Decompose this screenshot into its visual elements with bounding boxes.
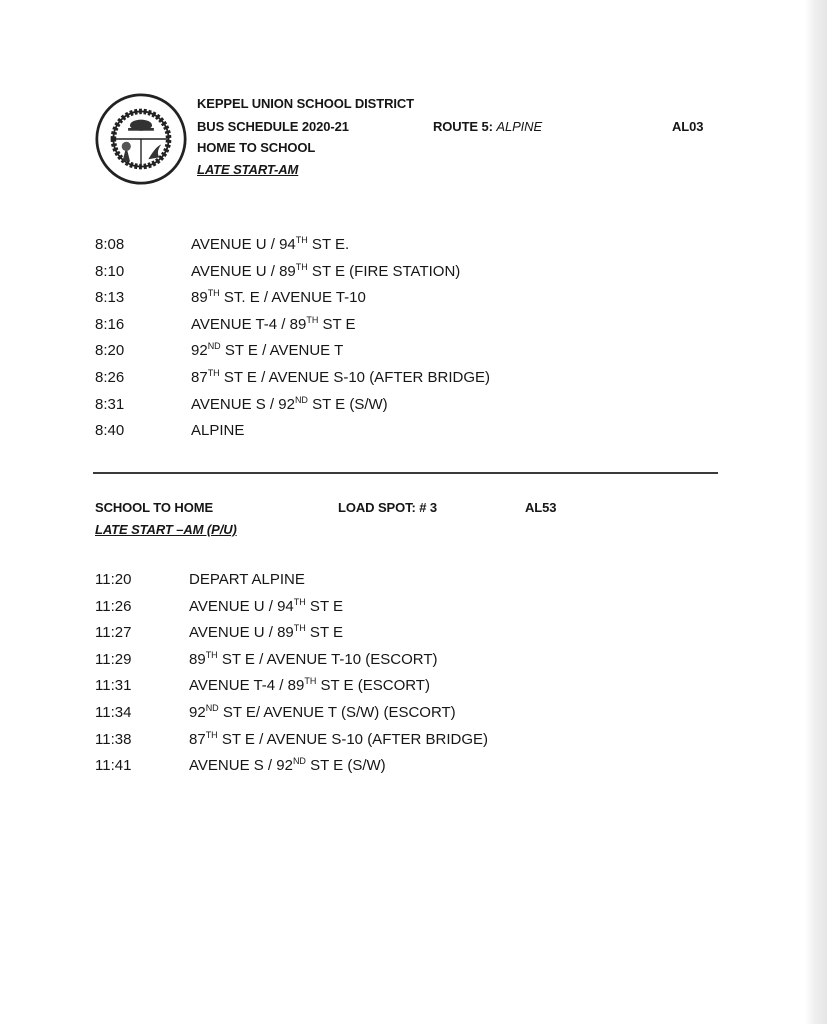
direction-label: HOME TO SCHOOL [197, 140, 316, 155]
stop-location [191, 236, 349, 254]
stop-time: 11:34 [95, 704, 132, 721]
ordinal-suffix: TH [205, 649, 218, 660]
stop-location-text: 87 [189, 730, 206, 748]
stop-time: 8:40 [95, 422, 125, 440]
stop-location [189, 731, 488, 749]
stop-location-text: ST E / AVENUE S-10 (AFTER BRIDGE) [219, 369, 491, 386]
stop-location-text: ST E [305, 597, 344, 615]
stop-location-text: AVENUE U / 94 [189, 597, 294, 615]
stop-time: 11:26 [95, 597, 132, 615]
route-label: ROUTE 5: [433, 119, 493, 134]
stop-location-text: ST E [318, 315, 356, 333]
stop-location-text: 89 [191, 289, 208, 307]
route-info [433, 119, 542, 134]
stop-location-text: AVENUE U / 94 [191, 236, 296, 253]
stop-location-text: AVENUE T-4 / 89 [189, 677, 305, 695]
stop-location-text: AVENUE U / 89 [189, 624, 294, 642]
stop-time: 11:20 [95, 571, 132, 588]
stop-location [189, 624, 343, 642]
stop-time: 11:31 [95, 677, 132, 695]
stop-location-text: AVENUE S / 92 [189, 757, 293, 775]
stop-location [189, 677, 430, 695]
school-to-home-session: LATE START –AM (P/U) [95, 522, 237, 537]
ordinal-suffix: TH [207, 368, 220, 378]
stop-location [189, 651, 437, 669]
schedule-title: BUS SCHEDULE 2020-21 [197, 119, 349, 134]
ordinal-suffix: TH [295, 235, 308, 245]
stop-location-text: ST E (ESCORT) [316, 677, 430, 695]
stop-location-text: DEPART ALPINE [189, 571, 305, 588]
stop-location-text: ST E. [307, 236, 350, 253]
school-to-home-title: SCHOOL TO HOME [95, 500, 214, 515]
load-spot: LOAD SPOT: # 3 [338, 500, 438, 515]
ordinal-suffix: TH [205, 729, 218, 740]
stop-time: 8:10 [95, 262, 125, 280]
stop-location [191, 289, 366, 307]
ordinal-suffix: ND [294, 394, 308, 405]
ordinal-suffix: TH [306, 314, 319, 325]
ordinal-suffix: TH [293, 623, 306, 634]
stop-location-text: ST E (S/W) [307, 395, 388, 413]
stop-location [189, 598, 343, 616]
route-name: ALPINE [496, 119, 543, 134]
stop-location-text: 92 [189, 704, 206, 721]
stop-location [191, 369, 490, 387]
district-seal-logo [95, 93, 187, 185]
stop-location [191, 396, 388, 414]
stop-time: 8:16 [95, 315, 125, 333]
page-edge-shadow [805, 0, 827, 1024]
stop-location-text: 89 [189, 650, 206, 668]
stop-time: 11:41 [95, 757, 132, 775]
stop-location-text: ST E / AVENUE S-10 (AFTER BRIDGE) [217, 730, 489, 748]
stop-location-text: 87 [191, 369, 208, 386]
stop-time: 8:26 [95, 369, 125, 386]
stop-time: 11:27 [95, 624, 132, 642]
route-code: AL03 [672, 119, 704, 134]
district-name: KEPPEL UNION SCHOOL DISTRICT [197, 96, 415, 111]
stop-location-text: ALPINE [191, 422, 245, 440]
stop-time: 8:08 [95, 236, 125, 253]
stop-location [191, 342, 343, 360]
stop-location-text: AVENUE T-4 / 89 [191, 315, 307, 333]
stop-location-text: ST E (S/W) [305, 757, 386, 775]
stop-time: 11:38 [95, 730, 132, 748]
ordinal-suffix: TH [304, 676, 317, 687]
ordinal-suffix: ND [205, 703, 219, 713]
stop-location [191, 263, 460, 281]
stop-location [189, 704, 456, 722]
stop-location-text: 92 [191, 342, 208, 360]
school-to-home-code: AL53 [525, 500, 557, 515]
stop-location-text: ST E/ AVENUE T (S/W) (ESCORT) [218, 704, 456, 721]
stop-location [191, 422, 244, 440]
ordinal-suffix: TH [293, 596, 306, 607]
stop-time: 8:31 [95, 395, 125, 413]
stop-location [191, 316, 356, 334]
ordinal-suffix: TH [207, 288, 220, 299]
stop-location-text: ST E / AVENUE T-10 (ESCORT) [217, 650, 438, 668]
section-divider [93, 472, 718, 474]
stop-location-text: ST E / AVENUE T [220, 342, 344, 360]
stop-location-text: ST E (FIRE STATION) [307, 262, 461, 280]
session-label: LATE START-AM [197, 162, 299, 177]
stop-location-text: AVENUE S / 92 [191, 395, 295, 413]
ordinal-suffix: ND [207, 341, 221, 352]
stop-location-text: AVENUE U / 89 [191, 262, 296, 280]
stop-time: 8:13 [95, 289, 125, 307]
stop-location [189, 571, 305, 589]
ordinal-suffix: TH [295, 261, 308, 272]
stop-location [189, 757, 386, 775]
ordinal-suffix: ND [292, 756, 306, 767]
stop-location-text: ST E [305, 624, 344, 642]
stop-location-text: ST. E / AVENUE T-10 [219, 289, 366, 307]
stop-time: 11:29 [95, 650, 132, 668]
stop-time: 8:20 [95, 342, 125, 360]
